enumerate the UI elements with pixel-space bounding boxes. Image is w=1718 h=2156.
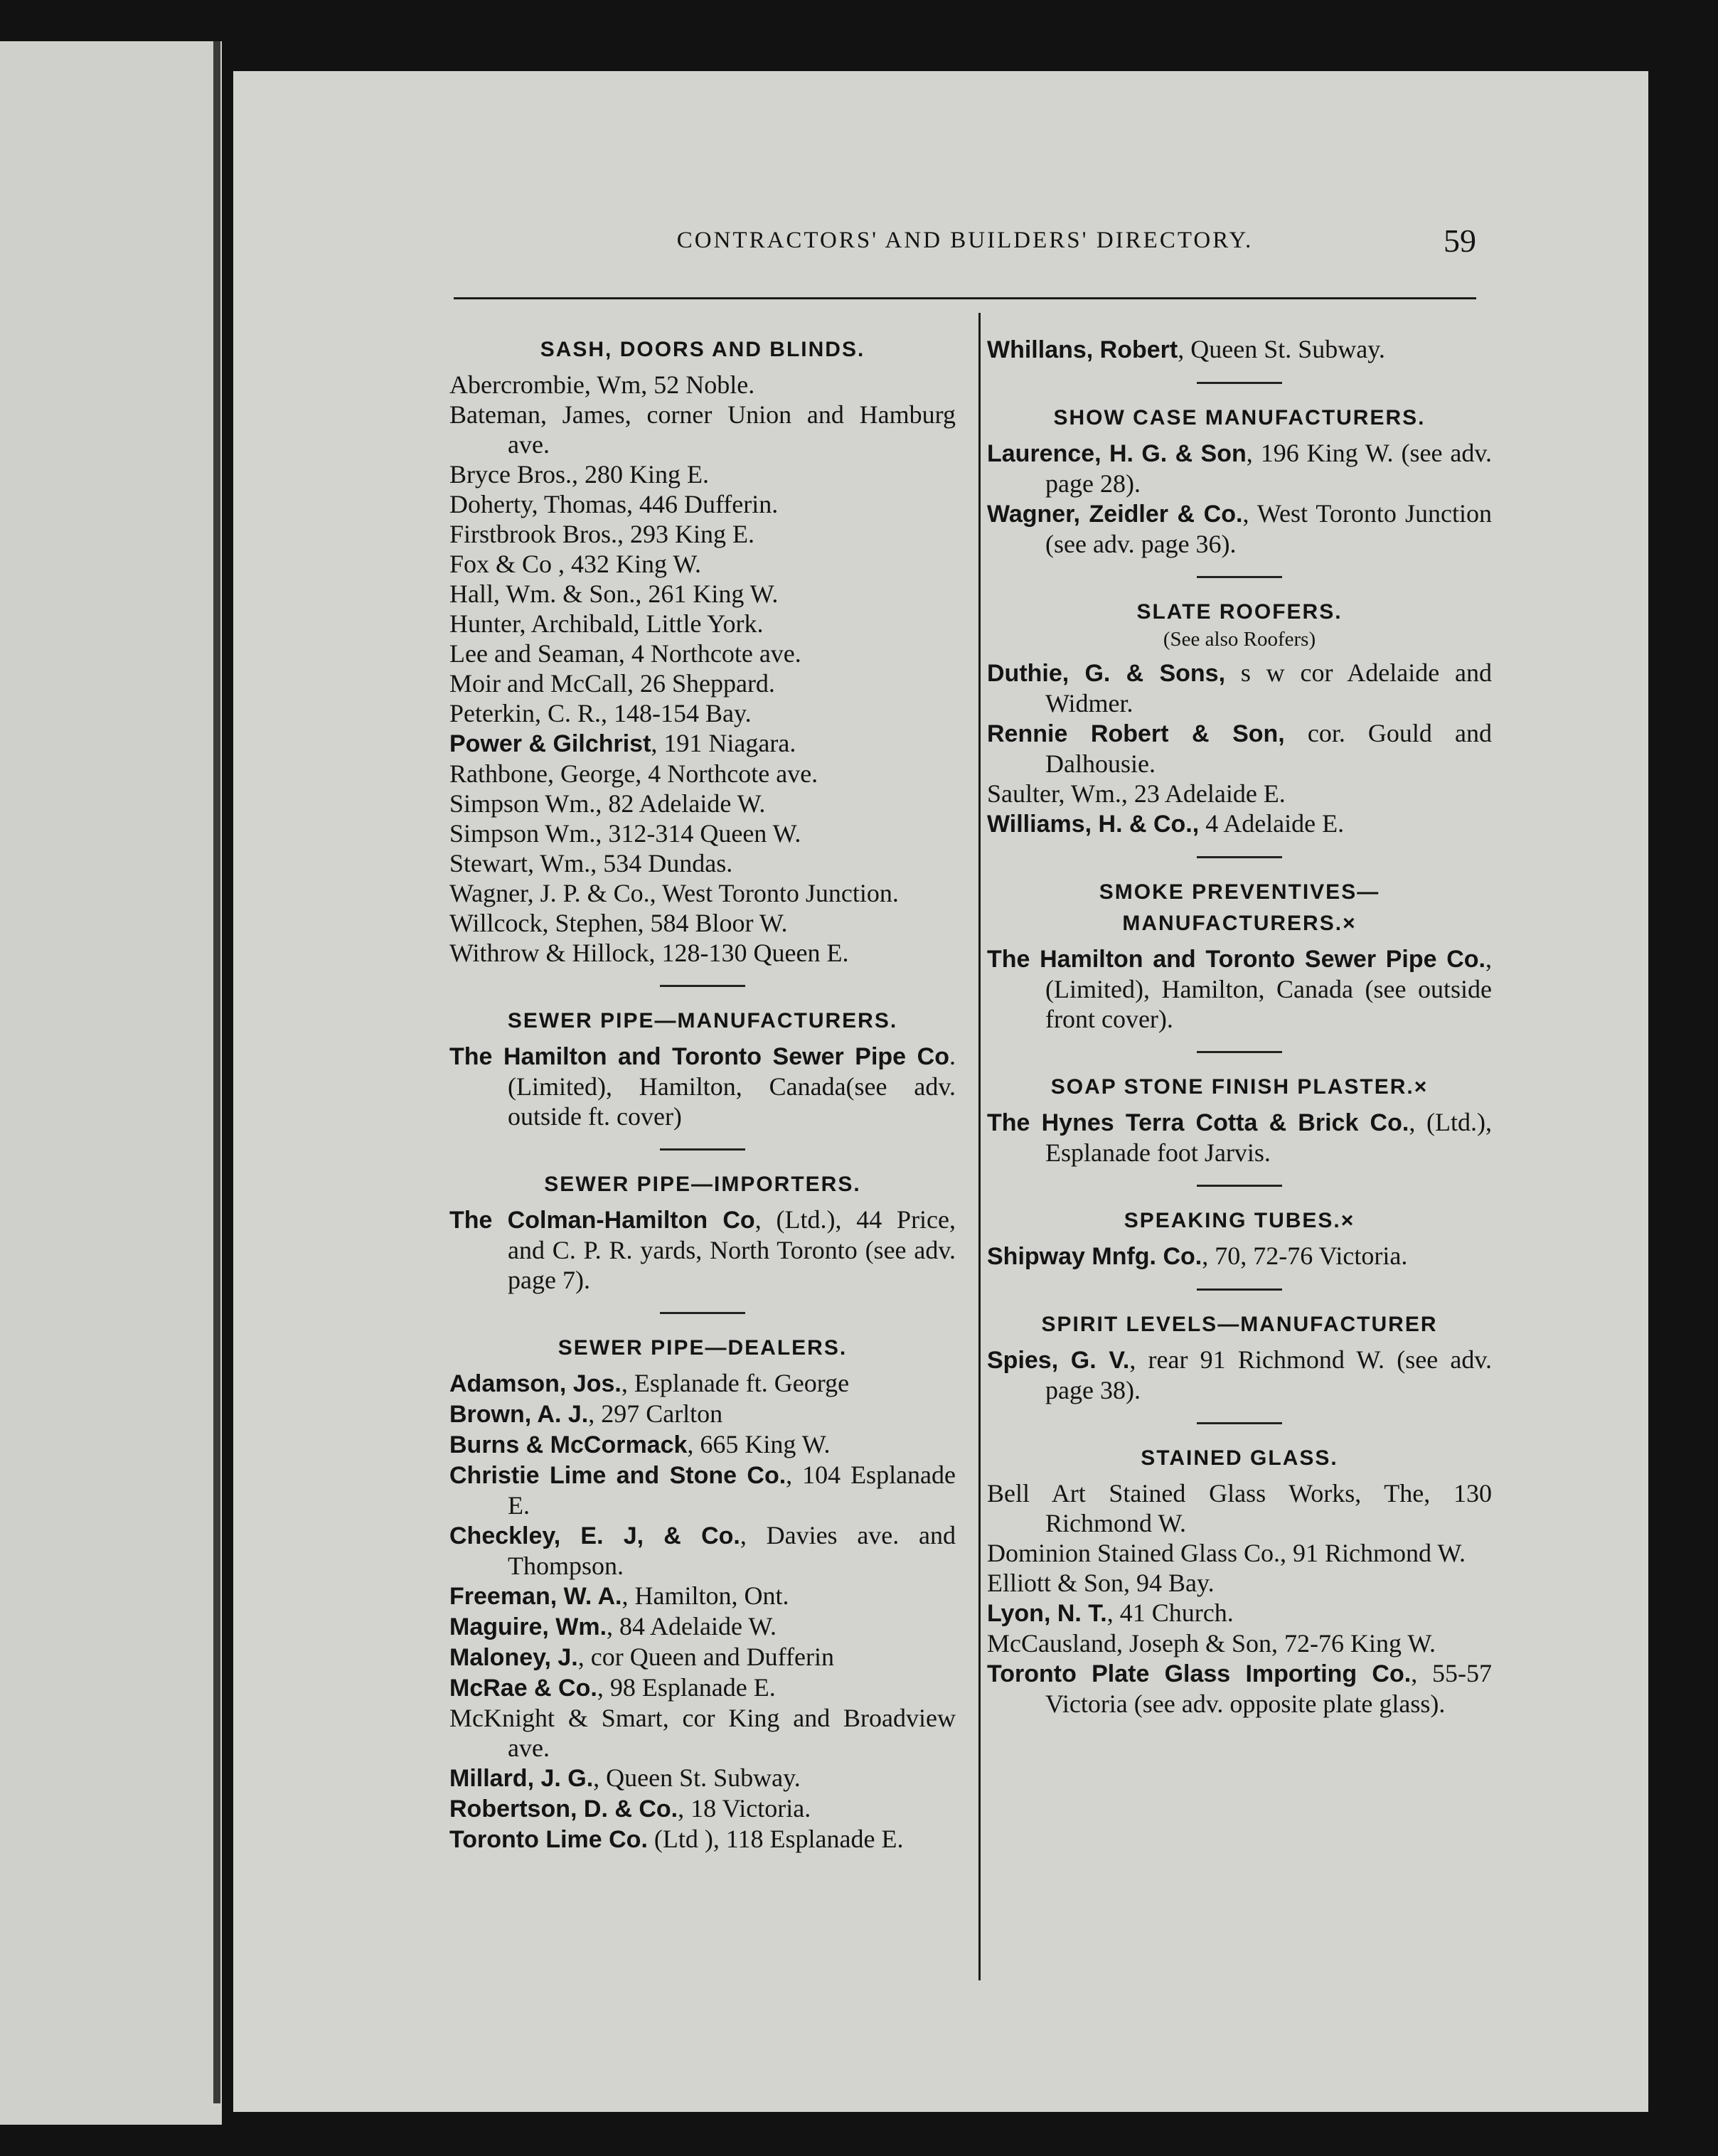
right-column bbox=[987, 334, 1492, 1719]
entry-details: Wagner, J. P. & Co., West Toronto Junction. bbox=[449, 879, 899, 907]
entry-details: . (Limited), Hamilton, Canada(see adv. outside ft. cover) bbox=[508, 1042, 956, 1131]
entry-details: Bell Art Stained Glass Works, The, 130 Richmond W. bbox=[987, 1479, 1492, 1537]
entry-firm-name: Adamson, Jos. bbox=[449, 1370, 621, 1397]
entry-details: , West Toronto Junction (see adv. page 36). bbox=[1045, 499, 1492, 558]
entry-details: , 18 Victoria. bbox=[678, 1794, 811, 1823]
entry-firm-name: Shipway Mnfg. Co. bbox=[987, 1243, 1202, 1270]
directory-entry bbox=[449, 400, 956, 459]
entry-details: McKnight & Smart, cor King and Broadview ave. bbox=[449, 1704, 956, 1762]
entry-firm-name: Freeman, W. A. bbox=[449, 1583, 622, 1610]
section-heading: SPIRIT LEVELS—MANUFACTURER bbox=[1041, 1313, 1438, 1336]
entry-firm-name: Toronto Lime Co. bbox=[449, 1826, 648, 1853]
entry-details: Willcock, Stephen, 584 Bloor W. bbox=[449, 909, 788, 937]
section-heading: SHOW CASE MANUFACTURERS. bbox=[1053, 406, 1426, 429]
entry-details: Bryce Bros., 280 King E. bbox=[449, 460, 709, 489]
entry-details: s w cor Adelaide and Widmer. bbox=[1045, 658, 1492, 717]
entry-details: Rathbone, George, 4 Northcote ave. bbox=[449, 759, 818, 788]
directory-entry bbox=[449, 519, 956, 549]
directory-entry bbox=[449, 1205, 956, 1295]
entry-details: , 104 Esplanade E. bbox=[508, 1461, 956, 1520]
entry-firm-name: Laurence, H. G. & Son bbox=[987, 440, 1247, 467]
entry-details: , Queen St. Subway. bbox=[1178, 335, 1385, 363]
entry-details: McCausland, Joseph & Son, 72-76 King W. bbox=[987, 1629, 1436, 1658]
entry-details: , (Limited), Hamilton, Canada (see outside front cover). bbox=[1045, 944, 1492, 1033]
directory-entry bbox=[987, 658, 1492, 718]
entry-details: Simpson Wm., 82 Adelaide W. bbox=[449, 789, 766, 818]
directory-entry bbox=[987, 1568, 1492, 1598]
directory-entry bbox=[449, 1763, 956, 1793]
entry-details: , 70, 72-76 Victoria. bbox=[1202, 1242, 1408, 1270]
directory-entry bbox=[987, 1107, 1492, 1168]
entry-details: Dominion Stained Glass Co., 91 Richmond W. bbox=[987, 1539, 1466, 1567]
entry-firm-name: Christie Lime and Stone Co. bbox=[449, 1462, 786, 1489]
entry-firm-name: Duthie, G. & Sons, bbox=[987, 660, 1226, 687]
section-rule bbox=[1197, 576, 1282, 578]
entry-details: , 98 Esplanade E. bbox=[597, 1673, 776, 1702]
entry-firm-name: McRae & Co. bbox=[449, 1675, 597, 1702]
directory-entry bbox=[449, 938, 956, 968]
column-divider bbox=[978, 313, 981, 1980]
entry-details: , (Ltd.), 44 Price, and C. P. R. yards, North Toronto (see adv. page 7). bbox=[508, 1205, 956, 1294]
entry-firm-name: The Hamilton and Toronto Sewer Pipe Co. bbox=[987, 946, 1485, 973]
entry-details: Fox & Co , 432 King W. bbox=[449, 550, 702, 578]
entry-details: , 191 Niagara. bbox=[651, 729, 796, 757]
directory-entry bbox=[449, 1793, 956, 1824]
directory-entry bbox=[449, 728, 956, 759]
directory-entry bbox=[449, 1611, 956, 1642]
entry-details: , (Ltd.), Esplanade foot Jarvis. bbox=[1045, 1108, 1493, 1167]
header-rule bbox=[454, 297, 1476, 299]
directory-entry bbox=[449, 459, 956, 489]
section-heading: SMOKE PREVENTIVES—MANUFACTURERS.× bbox=[1099, 880, 1380, 935]
left-column bbox=[449, 334, 956, 1855]
entry-details: Simpson Wm., 312-314 Queen W. bbox=[449, 819, 801, 848]
directory-entry bbox=[449, 1672, 956, 1703]
directory-entry bbox=[449, 818, 956, 848]
entry-firm-name: Millard, J. G. bbox=[449, 1765, 594, 1792]
entry-details: , Queen St. Subway. bbox=[593, 1763, 801, 1792]
entry-firm-name: Whillans, Robert bbox=[987, 336, 1178, 363]
section-subheading: (See also Roofers) bbox=[1163, 628, 1316, 651]
section-rule bbox=[1197, 1422, 1282, 1424]
directory-entry bbox=[449, 1368, 956, 1399]
entry-firm-name: Maloney, J. bbox=[449, 1644, 578, 1671]
directory-entry bbox=[449, 848, 956, 878]
section-heading: SLATE ROOFERS. bbox=[1136, 600, 1343, 624]
directory-entry bbox=[449, 1399, 956, 1429]
directory-entry bbox=[987, 808, 1492, 839]
entry-details: Elliott & Son, 94 Bay. bbox=[987, 1569, 1215, 1597]
entry-firm-name: The Colman-Hamilton Co bbox=[449, 1207, 755, 1234]
directory-entry bbox=[987, 438, 1492, 498]
entry-details: Bateman, James, corner Union and Hamburg ave. bbox=[449, 400, 956, 459]
directory-entry bbox=[987, 944, 1492, 1034]
directory-entry bbox=[449, 370, 956, 400]
entry-firm-name: Brown, A. J. bbox=[449, 1401, 589, 1428]
directory-entry bbox=[449, 698, 956, 728]
page-number: 59 bbox=[1444, 223, 1476, 259]
directory-entry bbox=[987, 718, 1492, 779]
directory-entry bbox=[987, 1241, 1492, 1271]
entry-details: , 84 Adelaide W. bbox=[607, 1612, 777, 1640]
directory-entry bbox=[449, 549, 956, 579]
page-header bbox=[454, 223, 1476, 277]
directory-entry bbox=[987, 1538, 1492, 1568]
entry-details: 4 Adelaide E. bbox=[1199, 809, 1345, 838]
entry-details: Doherty, Thomas, 446 Dufferin. bbox=[449, 490, 779, 518]
entry-firm-name: Checkley, E. J, & Co. bbox=[449, 1522, 740, 1549]
section-rule bbox=[660, 985, 745, 987]
directory-entry bbox=[449, 1460, 956, 1520]
entry-firm-name: Robertson, D. & Co. bbox=[449, 1795, 678, 1823]
entry-details: Saulter, Wm., 23 Adelaide E. bbox=[987, 779, 1286, 808]
entry-details: Hall, Wm. & Son., 261 King W. bbox=[449, 580, 779, 608]
entry-firm-name: Lyon, N. T. bbox=[987, 1600, 1107, 1627]
directory-entry bbox=[449, 1703, 956, 1763]
entry-firm-name: Rennie Robert & Son, bbox=[987, 720, 1285, 747]
entry-details: , rear 91 Richmond W. (see adv. page 38). bbox=[1045, 1345, 1492, 1404]
section-heading: SPEAKING TUBES.× bbox=[1124, 1209, 1355, 1232]
directory-entry bbox=[987, 1345, 1492, 1405]
entry-details: Lee and Seaman, 4 Northcote ave. bbox=[449, 639, 801, 668]
directory-entry bbox=[449, 639, 956, 668]
directory-entry bbox=[449, 1642, 956, 1672]
directory-entry bbox=[449, 1041, 956, 1131]
section-heading: SOAP STONE FINISH PLASTER.× bbox=[1050, 1075, 1429, 1099]
section-rule bbox=[1197, 1051, 1282, 1053]
entry-details: , Hamilton, Ont. bbox=[621, 1581, 789, 1610]
entry-details: Firstbrook Bros., 293 King E. bbox=[449, 520, 755, 548]
entry-firm-name: Maguire, Wm. bbox=[449, 1613, 607, 1640]
book-spine bbox=[213, 41, 220, 2103]
directory-entry bbox=[449, 759, 956, 789]
entry-details: , 665 King W. bbox=[687, 1430, 831, 1458]
entry-details: , 297 Carlton bbox=[588, 1399, 723, 1428]
directory-entry bbox=[449, 1824, 956, 1855]
section-rule bbox=[1197, 856, 1282, 858]
directory-entry bbox=[449, 908, 956, 938]
directory-entry bbox=[449, 878, 956, 908]
entry-firm-name: Williams, H. & Co., bbox=[987, 811, 1200, 838]
entry-firm-name: The Hamilton and Toronto Sewer Pipe Co bbox=[449, 1043, 949, 1070]
entry-details: , 41 Church. bbox=[1106, 1599, 1234, 1627]
directory-entry bbox=[987, 498, 1492, 559]
directory-entry bbox=[987, 1598, 1492, 1628]
directory-entry bbox=[449, 489, 956, 519]
directory-entry bbox=[987, 1628, 1492, 1658]
section-rule bbox=[1197, 1185, 1282, 1187]
directory-entry bbox=[449, 1581, 956, 1611]
directory-entry bbox=[987, 779, 1492, 808]
section-heading: SASH, DOORS AND BLINDS. bbox=[540, 338, 865, 361]
directory-entry bbox=[449, 609, 956, 639]
section-heading: SEWER PIPE—MANUFACTURERS. bbox=[507, 1009, 898, 1032]
section-rule bbox=[1197, 1288, 1282, 1291]
directory-entry bbox=[987, 1658, 1492, 1719]
entry-details: Hunter, Archibald, Little York. bbox=[449, 609, 764, 638]
entry-firm-name: Toronto Plate Glass Importing Co. bbox=[987, 1660, 1412, 1687]
entry-details: , Esplanade ft. George bbox=[621, 1369, 850, 1397]
entry-details: (Ltd ), 118 Esplanade E. bbox=[647, 1825, 904, 1853]
entry-details: Withrow & Hillock, 128-130 Queen E. bbox=[449, 939, 849, 967]
directory-entry bbox=[449, 1520, 956, 1581]
entry-firm-name: Burns & McCormack bbox=[449, 1431, 688, 1458]
entry-details: , 55-57 Victoria (see adv. opposite plate glass). bbox=[1045, 1659, 1492, 1718]
directory-entry bbox=[449, 668, 956, 698]
directory-entry bbox=[987, 1478, 1492, 1538]
entry-details: , Davies ave. and Thompson. bbox=[508, 1521, 956, 1580]
entry-details: Abercrombie, Wm, 52 Noble. bbox=[449, 370, 755, 399]
section-rule bbox=[660, 1148, 745, 1151]
entry-details: Peterkin, C. R., 148-154 Bay. bbox=[449, 699, 752, 727]
directory-entry bbox=[449, 1429, 956, 1460]
entry-details: cor. Gould and Dalhousie. bbox=[1045, 719, 1492, 778]
directory-entry bbox=[987, 334, 1492, 365]
entry-firm-name: Power & Gilchrist bbox=[449, 730, 651, 757]
entry-details: Moir and McCall, 26 Sheppard. bbox=[449, 669, 775, 698]
entry-details: , cor Queen and Dufferin bbox=[577, 1643, 834, 1671]
entry-details: , 196 King W. (see adv. page 28). bbox=[1045, 439, 1492, 498]
facing-page-edge bbox=[0, 41, 222, 2125]
section-rule bbox=[660, 1312, 745, 1314]
entry-firm-name: Wagner, Zeidler & Co. bbox=[987, 501, 1243, 528]
directory-entry bbox=[449, 579, 956, 609]
section-heading: STAINED GLASS. bbox=[1141, 1446, 1338, 1470]
section-heading: SEWER PIPE—IMPORTERS. bbox=[544, 1173, 861, 1196]
directory-entry bbox=[449, 789, 956, 818]
entry-firm-name: The Hynes Terra Cotta & Brick Co. bbox=[987, 1109, 1409, 1136]
running-title: CONTRACTORS' AND BUILDERS' DIRECTORY. bbox=[676, 228, 1254, 253]
section-rule bbox=[1197, 382, 1282, 384]
entry-details: Stewart, Wm., 534 Dundas. bbox=[449, 849, 733, 877]
entry-firm-name: Spies, G. V. bbox=[987, 1347, 1130, 1374]
section-heading: SEWER PIPE—DEALERS. bbox=[557, 1336, 848, 1360]
